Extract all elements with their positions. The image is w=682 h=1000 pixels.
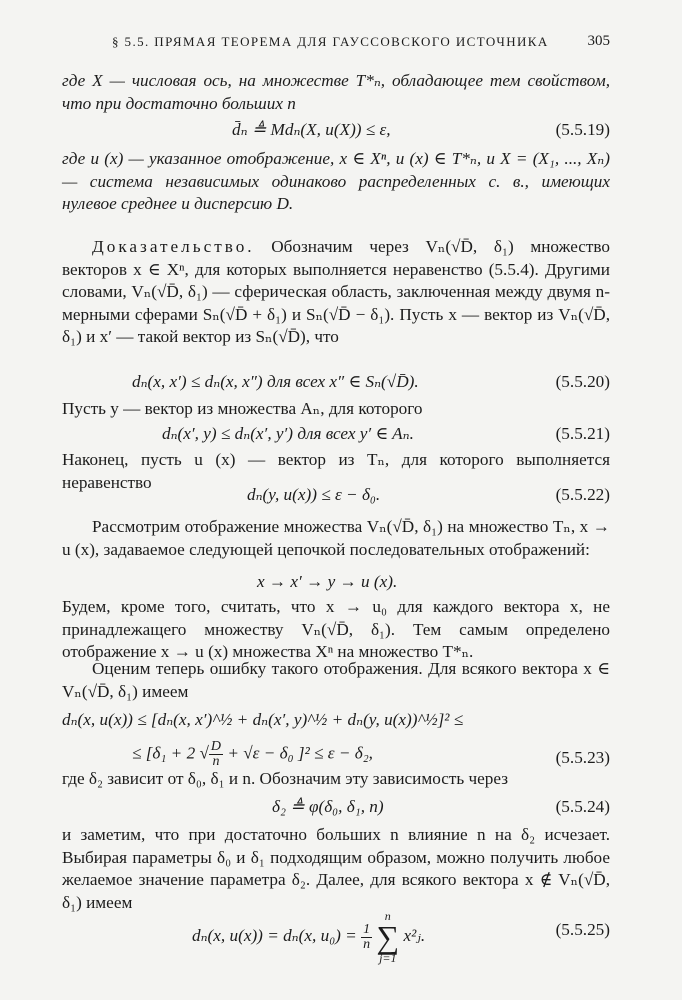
equation-5-5-19 [62,118,610,144]
proof-paragraph [62,236,610,349]
fraction-numerator: 1 [363,921,371,937]
text-paragraph: и заметим, что при достаточно больших n влияние n на δ₂ исчезает. Выбирая параметры δ₀ и δ₁ подходящим образом, можно получить любое желаемое значение параметра δ₂. Далее, для всякого вектора x ∉ Vₙ(√D̄, δ₁) имеем [62,825,610,912]
fraction-d-over-n [209,740,223,769]
equation-number: (5.5.19) [555,120,610,139]
equation-formula: δ₂ ≜ φ(δ₀, δ₁, n) [272,797,384,816]
page-number: 305 [587,33,610,49]
theorem-text-continued: где X — числовая ось, на множестве T*ₙ, обладающее тем свойством, что при достаточно больших n [62,71,610,113]
text-paragraph: Рассмотрим отображение множества Vₙ(√D̄, δ₁) на множество Tₙ, x → u (x), задаваемое следующей цепочкой последовательных отображений: [62,517,610,559]
sum-upper-limit: n [384,909,391,923]
equation-number: (5.5.21) [555,424,610,443]
sum-lower-limit: j=1 [379,951,397,965]
text-paragraph: Оценим теперь ошибку такого отображения. Для всякого вектора x ∈ Vₙ(√D̄, δ₁) имеем [62,659,610,701]
equation-5-5-23-line2 [62,736,610,772]
text-paragraph: Наконец, пусть u (x) — вектор из Tₙ, для которого выполняется неравенство [62,450,610,492]
theorem-conditions: где u (x) — указанное отображение, x ∈ Xⁿ, u (x) ∈ T*ₙ, и X = (X₁, ..., Xₙ) — система независимых одинаково распределенных с. в., имеющих нулевое среднее и дисперсию D. [62,149,610,213]
equation-mapping-chain [62,570,610,596]
summation-sign: n ∑ j=1 [376,909,400,965]
equation-formula: x → x′ → y → u (x). [257,572,398,591]
fraction-numerator: D [210,739,222,754]
text-paragraph: где δ₂ зависит от δ₀, δ₁ и n. Обозначим эту зависимость через [62,769,509,788]
equation-5-5-23-line1 [62,708,610,734]
equation-5-5-24 [62,795,610,821]
equation-number: (5.5.25) [555,920,610,939]
equation-5-5-21 [62,422,610,448]
equation-number: (5.5.20) [555,372,610,391]
equation-formula [132,740,373,769]
formula-tail: + √ε − δ₀ ]² ≤ ε − δ₂, [223,743,373,763]
equation-number: (5.5.22) [555,485,610,504]
formula-tail: x²ⱼ. [403,925,426,945]
equation-number: (5.5.23) [555,748,610,767]
equation-formula [192,910,425,964]
equation-formula: dₙ(x, u(x)) ≤ [dₙ(x, x′)^½ + dₙ(x′, y)^½ + dₙ(y, u(x))^½]² ≤ [62,710,464,729]
equation-formula: dₙ(y, u(x)) ≤ ε − δ₀. [247,485,381,504]
equation-formula: dₙ(x, x′) ≤ dₙ(x, x″) для всех x″ ∈ Sₙ(√D̄). [132,372,419,391]
text-paragraph: Будем, кроме того, считать, что x → u₀ для каждого вектора x, не принадлежащего множеству Vₙ(√D̄, δ₁). Тем самым определено отображение x → u (x) множества Xⁿ на множество T*ₙ. [62,597,610,661]
text-paragraph: Пусть y — вектор из множества Aₙ, для которого [62,399,423,418]
proof-heading: Доказательство. [92,237,255,256]
equation-5-5-22 [62,483,610,509]
formula-lead: dₙ(x, u(x)) = dₙ(x, u₀) = [192,925,362,945]
equation-number: (5.5.24) [555,797,610,816]
equation-formula: d̄ₙ ≜ Mdₙ(X, u(X)) ≤ ε, [232,120,391,139]
formula-lead: ≤ [δ₁ + 2 √ [132,743,209,763]
fraction-denominator: n [363,936,371,952]
equation-5-5-25 [62,900,610,965]
equation-formula: dₙ(x′, y) ≤ dₙ(x′, y′) для всех y′ ∈ Aₙ. [162,424,414,443]
equation-5-5-20 [62,370,610,396]
section-title: § 5.5. ПРЯМАЯ ТЕОРЕМА ДЛЯ ГАУССОВСКОГО ИСТОЧНИКА [112,34,549,49]
fraction-denominator: n [212,754,220,769]
fraction-one-over-n [361,923,372,952]
proof-text: Обозначим через Vₙ(√D̄, δ₁) множество векторов x ∈ Xⁿ, для которых выполняется неравенство (5.5.4). Другими словами, Vₙ(√D̄, δ₁) — сферическая область, заключенная между двумя n-мерными сферами Sₙ(√D̄ + δ₁) и Sₙ(√D̄ − δ₁). Пусть x — вектор из Vₙ(√D̄, δ₁) и x′ — такой вектор из Sₙ(√D̄), что [62,237,610,346]
running-header [62,30,610,52]
